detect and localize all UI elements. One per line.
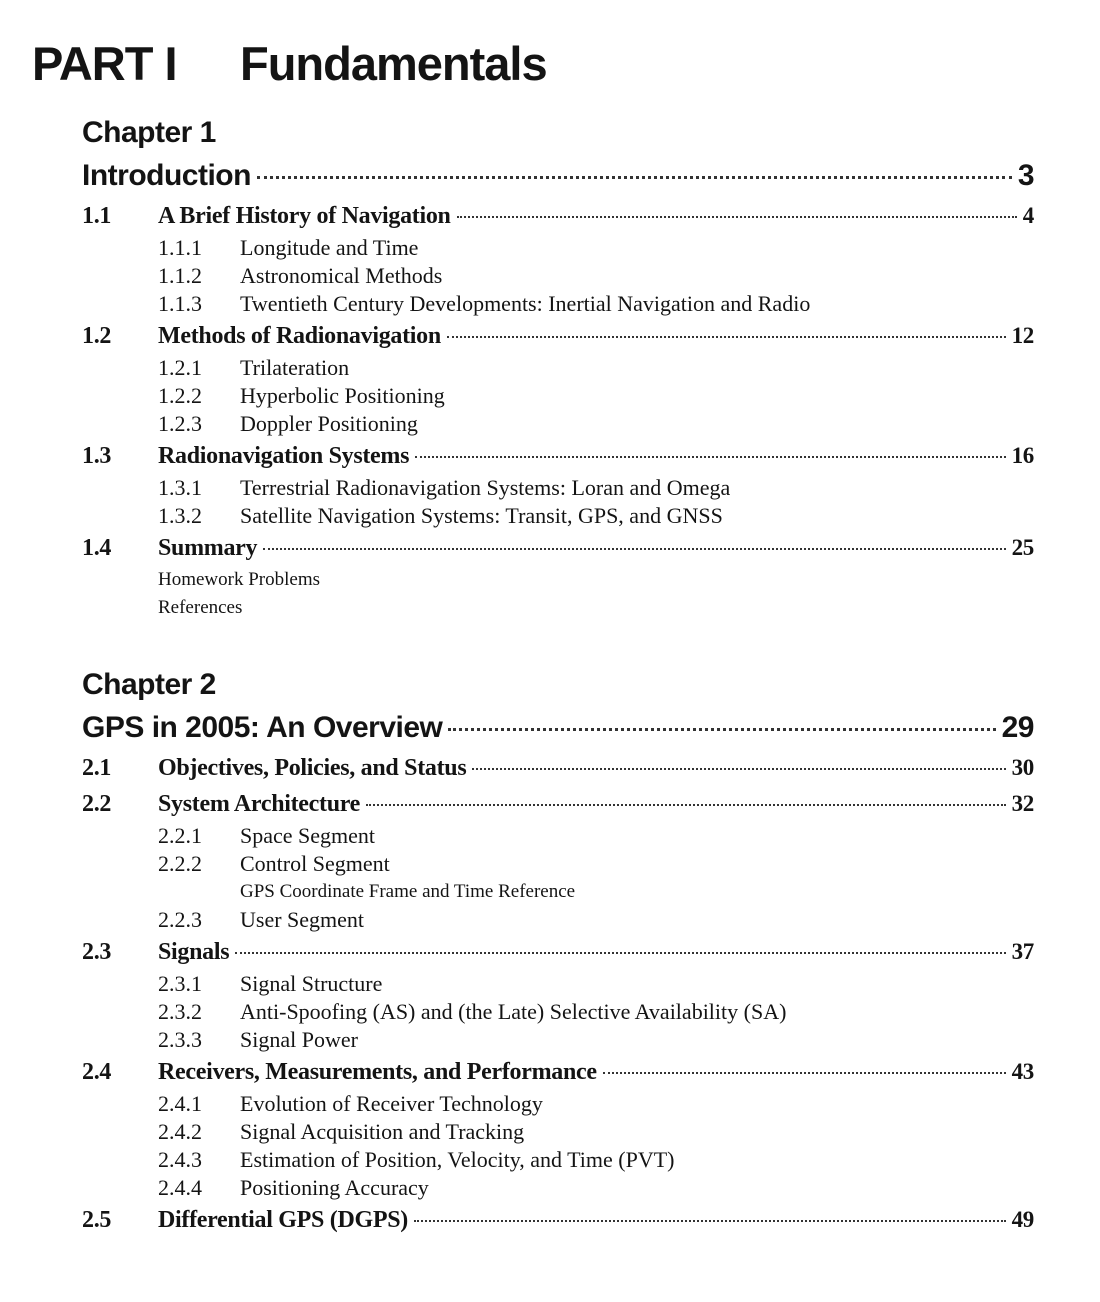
part-title xyxy=(32,36,547,91)
subsection-title: Positioning Accuracy xyxy=(240,1175,429,1200)
subsection-entry[interactable] xyxy=(158,906,1034,934)
subsection-entry[interactable] xyxy=(158,502,1034,530)
subsection-entry[interactable] xyxy=(158,1090,1034,1118)
section-entry[interactable] xyxy=(82,1054,1034,1090)
subsection-number: 2.4.3 xyxy=(158,1147,202,1172)
subsection-number: 1.2.3 xyxy=(158,411,202,436)
subsection-number: 2.2.3 xyxy=(158,907,202,932)
section-title: System Architecture xyxy=(158,791,361,817)
subsection-entry[interactable] xyxy=(158,1118,1034,1146)
subsection-number: 2.3.1 xyxy=(158,971,202,996)
section-number: 2.2 xyxy=(82,791,112,817)
subsection-title: Doppler Positioning xyxy=(240,411,418,436)
dot-leader xyxy=(366,804,1006,806)
section-page-number: 37 xyxy=(1011,939,1034,964)
subsection-number: 1.1.2 xyxy=(158,263,202,288)
section-page-number: 4 xyxy=(1022,203,1034,228)
section-entry[interactable] xyxy=(82,198,1034,234)
section-number: 1.3 xyxy=(82,443,112,469)
section-number: 2.3 xyxy=(82,939,112,965)
section-entry[interactable] xyxy=(82,786,1034,822)
subsection-title: Signal Power xyxy=(240,1027,358,1052)
chapter-label: Chapter 1 xyxy=(82,116,216,149)
dot-leader xyxy=(415,456,1005,458)
part-name: Fundamentals xyxy=(240,37,547,90)
subsection-number: 1.3.1 xyxy=(158,475,202,500)
section-page-number: 12 xyxy=(1011,323,1034,348)
subsection-title: Terrestrial Radionavigation Systems: Loran and Omega xyxy=(240,475,731,500)
section-page-number: 25 xyxy=(1011,535,1034,560)
subsection-entry[interactable] xyxy=(158,822,1034,850)
subsection-title: Estimation of Position, Velocity, and Time (PVT) xyxy=(240,1147,675,1172)
dot-leader xyxy=(603,1072,1006,1074)
section-2-2 xyxy=(82,786,1034,934)
subsection-number: 1.3.2 xyxy=(158,503,202,528)
dot-leader xyxy=(457,216,1017,218)
dot-leader xyxy=(263,548,1005,550)
section-title: Objectives, Policies, and Status xyxy=(158,755,467,781)
dot-leader xyxy=(472,768,1005,770)
subsection-title: Trilateration xyxy=(240,355,350,380)
section-1-1 xyxy=(82,198,1034,318)
subsection-number: 2.2.1 xyxy=(158,823,202,848)
part-label: PART I xyxy=(32,37,177,90)
chapter-title: GPS in 2005: An Overview xyxy=(82,711,443,744)
dot-leader xyxy=(448,728,995,731)
section-page-number: 16 xyxy=(1011,443,1034,468)
subsection-entry[interactable] xyxy=(158,354,1034,382)
subsection-title: Signal Structure xyxy=(240,971,383,996)
subsection-number: 2.3.3 xyxy=(158,1027,202,1052)
section-2-4 xyxy=(82,1054,1034,1202)
section-entry[interactable] xyxy=(82,934,1034,970)
subsection-entry[interactable] xyxy=(158,970,1034,998)
chapter-title-entry[interactable] xyxy=(82,706,1034,750)
subsection-number: 1.1.3 xyxy=(158,291,202,316)
section-number: 2.5 xyxy=(82,1207,112,1233)
subsection-title: Satellite Navigation Systems: Transit, GPS, and GNSS xyxy=(240,503,723,528)
subsection-title: Longitude and Time xyxy=(240,235,419,260)
section-entry[interactable] xyxy=(82,438,1034,474)
chapter-page-number: 29 xyxy=(1001,711,1034,744)
section-number: 2.1 xyxy=(82,755,112,781)
section-title: Differential GPS (DGPS) xyxy=(158,1207,408,1233)
subsection-entry[interactable] xyxy=(158,1174,1034,1202)
section-2-3 xyxy=(82,934,1034,1054)
dot-leader xyxy=(235,952,1005,954)
chapter-1 xyxy=(82,112,1034,622)
subsection-number: 1.2.1 xyxy=(158,355,202,380)
chapter-label: Chapter 2 xyxy=(82,668,216,701)
section-page-number: 32 xyxy=(1011,791,1034,816)
section-1-2 xyxy=(82,318,1034,438)
section-title: A Brief History of Navigation xyxy=(158,203,451,229)
section-title: Radionavigation Systems xyxy=(158,443,410,469)
section-title: Methods of Radionavigation xyxy=(158,323,441,349)
dot-leader xyxy=(257,176,1012,179)
section-entry[interactable] xyxy=(82,1202,1034,1238)
section-page-number: 49 xyxy=(1011,1207,1034,1232)
subsection-number: 2.2.2 xyxy=(158,851,202,876)
subsubsection-entry[interactable]: GPS Coordinate Frame and Time Reference xyxy=(240,881,576,902)
subsection-number: 1.1.1 xyxy=(158,235,202,260)
subsection-title: Twentieth Century Developments: Inertial Navigation and Radio xyxy=(240,291,811,316)
subsection-entry[interactable] xyxy=(158,1146,1034,1174)
references-entry[interactable]: References xyxy=(158,597,243,618)
dot-leader xyxy=(414,1220,1006,1222)
subsection-entry[interactable] xyxy=(158,410,1034,438)
subsection-number: 2.3.2 xyxy=(158,999,202,1024)
subsection-title: Signal Acquisition and Tracking xyxy=(240,1119,525,1144)
section-title: Signals xyxy=(158,939,230,965)
subsection-entry[interactable] xyxy=(158,850,1034,878)
section-title: Receivers, Measurements, and Performance xyxy=(158,1059,597,1085)
section-number: 1.2 xyxy=(82,323,112,349)
subsection-title: Anti-Spoofing (AS) and (the Late) Selective Availability (SA) xyxy=(240,999,787,1024)
subsection-number: 2.4.4 xyxy=(158,1175,202,1200)
chapter-title: Introduction xyxy=(82,159,251,192)
subsection-number: 2.4.2 xyxy=(158,1119,202,1144)
subsection-entry[interactable] xyxy=(158,382,1034,410)
subsection-number: 2.4.1 xyxy=(158,1091,202,1116)
subsection-title: Space Segment xyxy=(240,823,376,848)
subsection-entry[interactable] xyxy=(158,998,1034,1026)
section-page-number: 43 xyxy=(1011,1059,1034,1084)
section-entry[interactable] xyxy=(82,318,1034,354)
section-title: Summary xyxy=(158,535,258,561)
chapter-title-entry[interactable] xyxy=(82,154,1034,198)
subsection-title: User Segment xyxy=(240,907,365,932)
section-1-4 xyxy=(82,530,1034,622)
chapter-page-number: 3 xyxy=(1017,159,1034,192)
homework-problems-entry[interactable]: Homework Problems xyxy=(158,569,321,590)
subsection-title: Control Segment xyxy=(240,851,390,876)
subsection-entry[interactable] xyxy=(158,290,1034,318)
section-page-number: 30 xyxy=(1011,755,1034,780)
section-2-1 xyxy=(82,750,1034,786)
section-number: 1.1 xyxy=(82,203,112,229)
subsection-entry[interactable] xyxy=(158,1026,1034,1054)
subsection-title: Hyperbolic Positioning xyxy=(240,383,445,408)
section-number: 1.4 xyxy=(82,535,112,561)
dot-leader xyxy=(447,336,1006,338)
section-entry[interactable] xyxy=(82,750,1034,786)
subsection-entry[interactable] xyxy=(158,474,1034,502)
section-1-3 xyxy=(82,438,1034,530)
subsection-number: 1.2.2 xyxy=(158,383,202,408)
chapter-2 xyxy=(82,664,1034,1238)
section-2-5 xyxy=(82,1202,1034,1238)
subsection-entry[interactable] xyxy=(158,262,1034,290)
section-number: 2.4 xyxy=(82,1059,112,1085)
subsection-title: Astronomical Methods xyxy=(240,263,443,288)
section-entry[interactable] xyxy=(82,530,1034,566)
subsection-entry[interactable] xyxy=(158,234,1034,262)
subsection-title: Evolution of Receiver Technology xyxy=(240,1091,543,1116)
